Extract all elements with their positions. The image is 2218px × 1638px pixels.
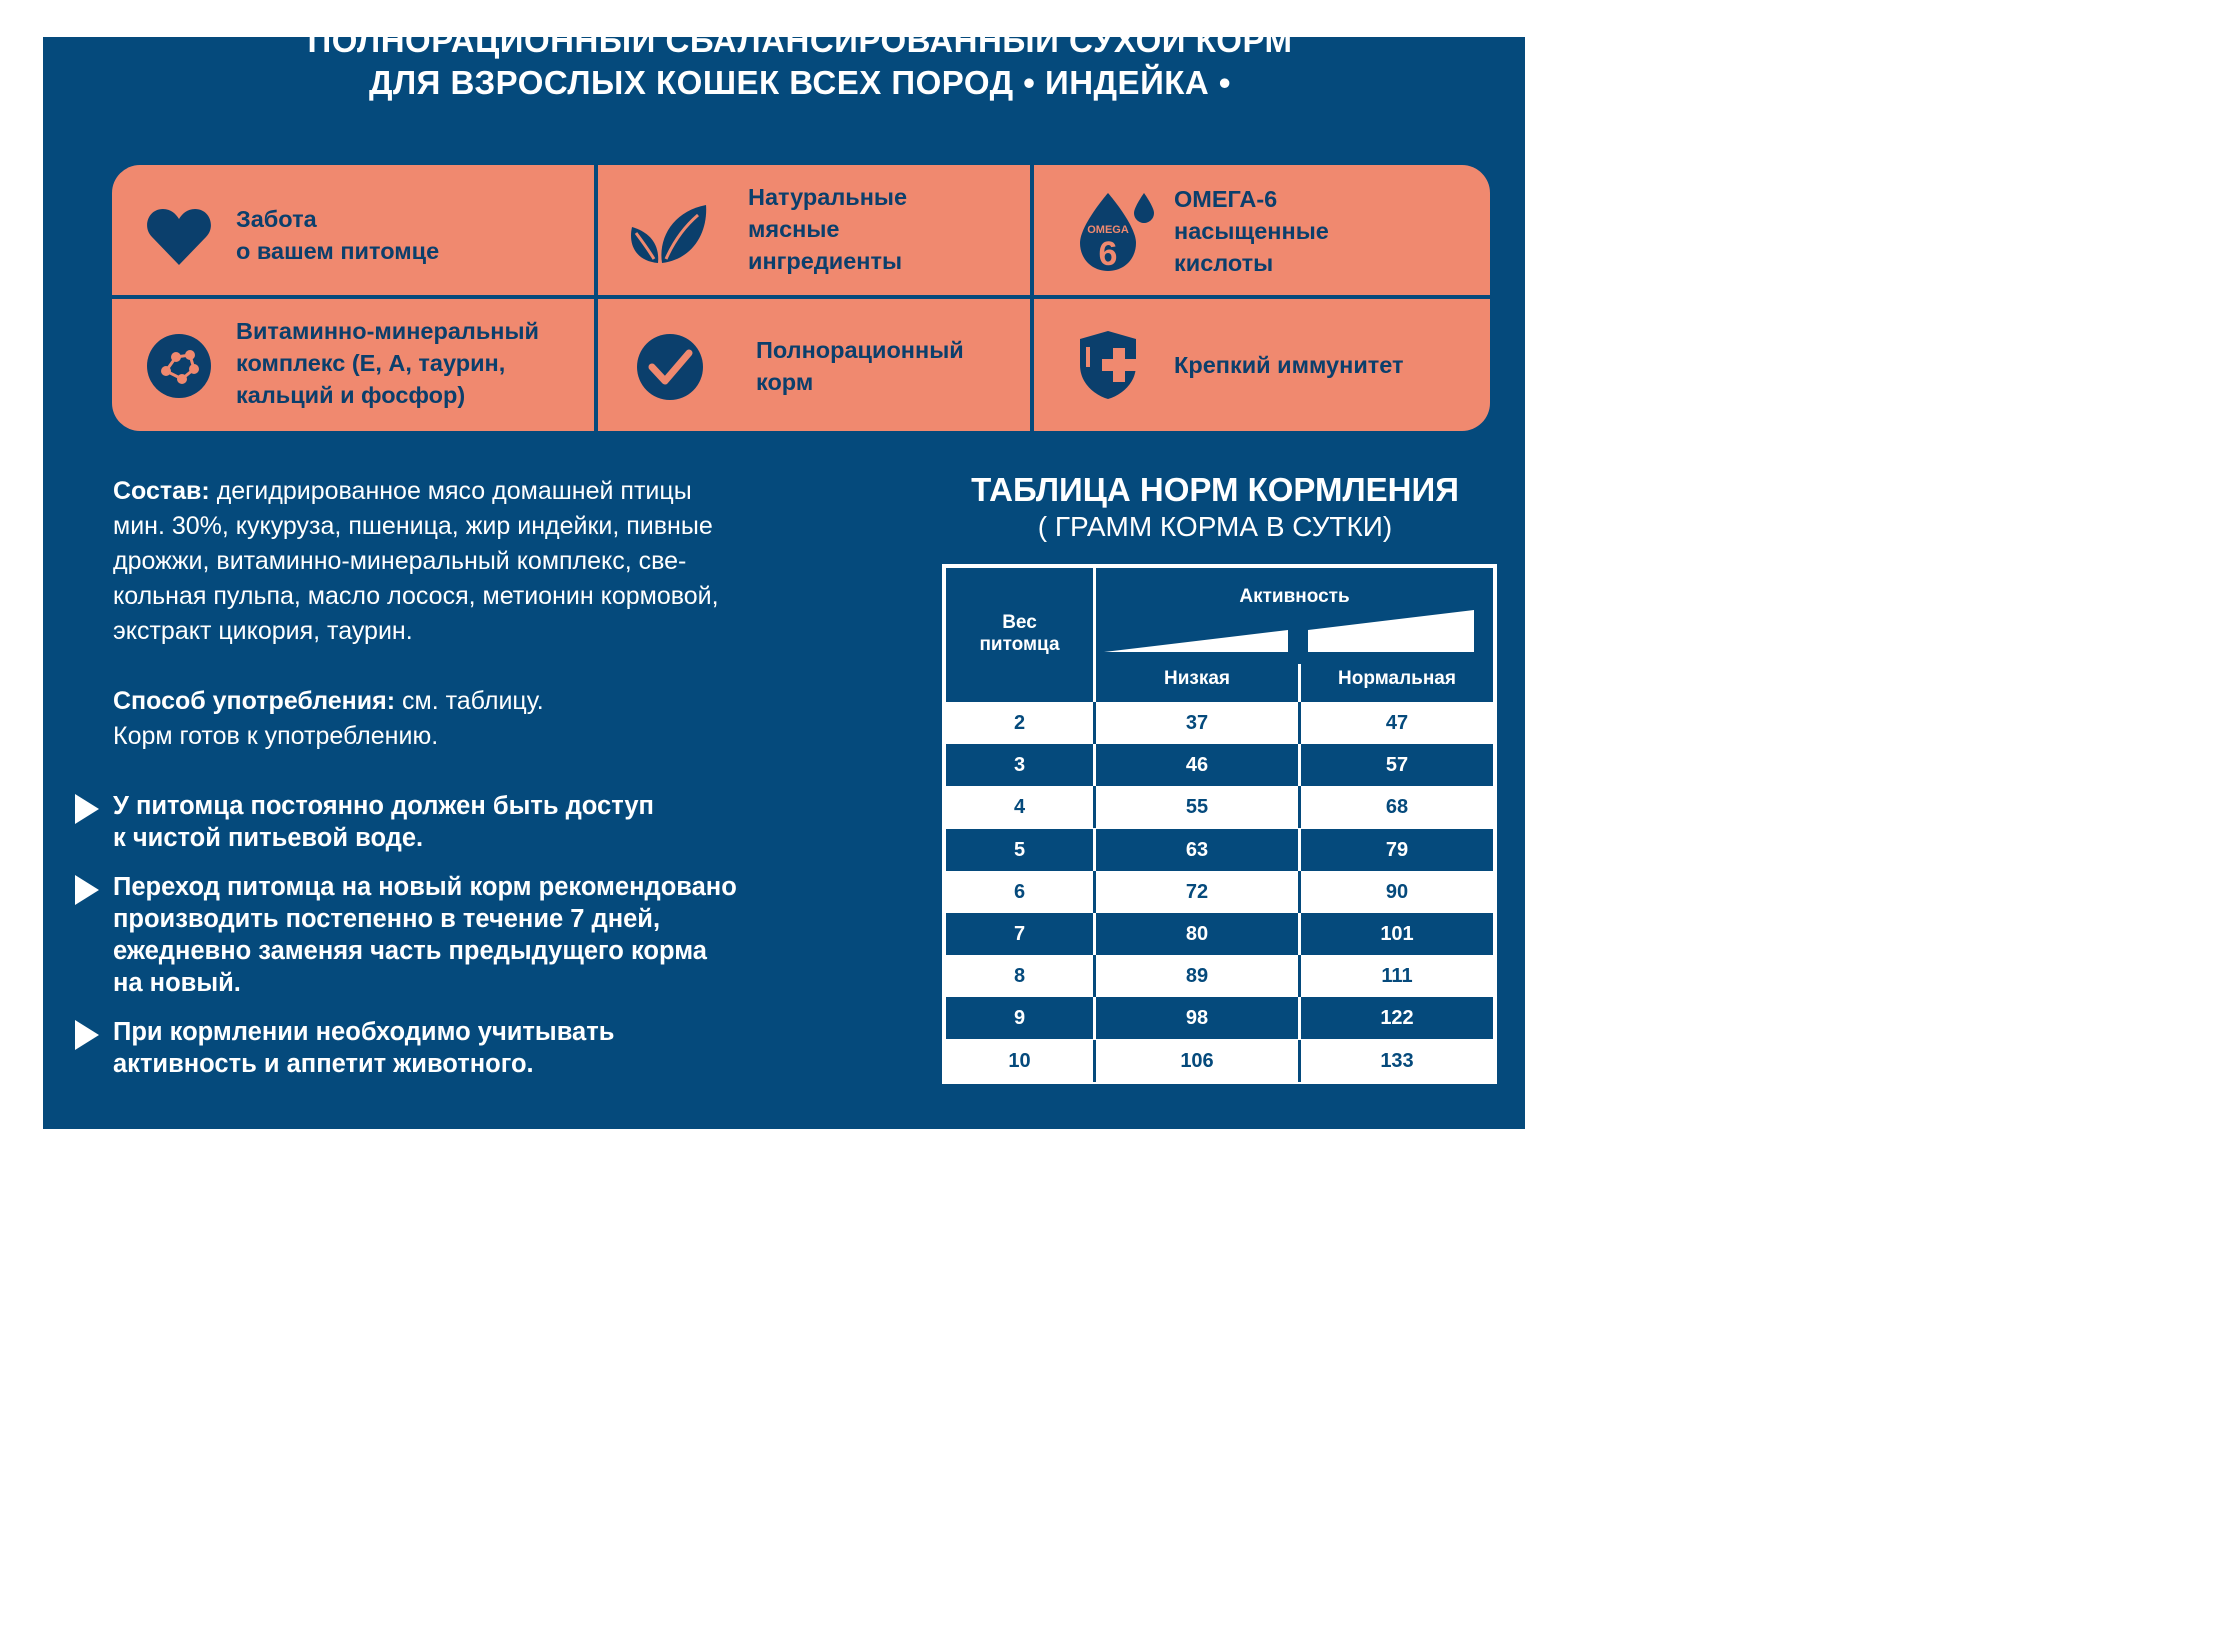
feeding-table-title: ТАБЛИЦА НОРМ КОРМЛЕНИЯ [971,471,1459,508]
composition-label: Состав: [113,477,210,505]
page-title [0,20,1600,104]
feeding-table [942,564,1497,1084]
table-row [946,913,1493,955]
cell-low: 80 [1185,923,1209,945]
cell-weight: 8 [1013,965,1026,988]
cell-normal: 57 [1385,754,1409,777]
cell-low: 37 [1185,712,1209,734]
column-header-normal: Нормальная [1338,668,1456,689]
features-grid [112,165,1490,431]
feature-care-text: Забота о вашем питомце [236,206,440,264]
feature-natural-meat-text: Натуральные мясные ингредиенты [748,184,908,274]
cell-weight: 10 [1008,1049,1031,1072]
feeding-table-subtitle: ( ГРАММ КОРМА В СУТКИ) [1037,511,1393,542]
table-row [946,955,1493,997]
bullet-triangle-icon [75,875,99,905]
column-header-low: Низкая [1163,668,1230,689]
cell-weight: 4 [1013,796,1026,819]
feature-immunity [1034,299,1490,431]
title-line-1: ПОЛНОРАЦИОННЫЙ СБАЛАНСИРОВАННЫЙ СУХОЙ КОРМ [307,22,1293,59]
column-header-weight: Вес питомца [979,612,1060,655]
cell-normal: 68 [1385,796,1409,819]
cell-weight: 7 [1013,923,1026,945]
omega-drop-icon [1072,189,1156,273]
cell-weight: 6 [1013,880,1026,903]
cell-low: 72 [1185,880,1209,903]
cell-normal: 47 [1385,712,1409,734]
table-row [946,744,1493,786]
table-header [946,568,1493,702]
cell-low: 46 [1185,754,1209,777]
feature-immunity-text: Крепкий иммунитет [1174,352,1404,378]
bullet-triangle-icon [75,1020,99,1050]
table-row [946,786,1493,828]
column-header-activity: Активность [1239,586,1350,607]
cell-weight: 3 [1013,754,1026,777]
cell-normal: 90 [1385,880,1409,903]
omega-icon-label: OMEGA [1087,224,1129,236]
cell-low: 89 [1185,965,1209,988]
table-row [946,871,1493,913]
cell-weight: 9 [1013,1007,1026,1030]
feature-care [112,165,594,295]
omega-icon-number: 6 [1098,235,1118,273]
cell-normal: 79 [1385,838,1409,861]
feature-complete-food-text: Полнорационный корм [756,337,964,395]
heart-icon [146,205,212,267]
title-line-2: ДЛЯ ВЗРОСЛЫХ КОШЕК ВСЕХ ПОРОД • ИНДЕЙКА • [369,64,1231,101]
cell-normal: 122 [1380,1007,1414,1030]
table-row [946,1040,1493,1082]
usage-label: Способ употребления: [113,687,396,715]
table-row [946,829,1493,871]
feature-complete-food [598,299,1030,431]
cell-weight: 5 [1013,838,1026,861]
table-row [946,702,1493,744]
cell-weight: 2 [1013,712,1026,734]
cell-normal: 111 [1381,965,1413,988]
feature-vitamins [112,299,594,431]
cell-low: 98 [1185,1007,1209,1030]
feature-omega6-text: ОМЕГА-6 насыщенные кислоты [1174,186,1329,276]
checkmark-icon [636,333,704,401]
composition-text: Состав: дегидрированное мясо домашней птицы мин. 30%, кукуруза, пшеница, жир индейки, пивные дрожжи, витаминно-минеральный комплекс, све- кольная пульпа, масло лосося, метионин кормовой, экстракт цикория, таурин. [113,477,719,645]
table-row [946,997,1493,1039]
cell-low: 55 [1185,796,1209,819]
bullet-triangle-icon [75,794,99,824]
cell-low: 106 [1180,1049,1214,1072]
molecule-icon [146,333,212,399]
feature-vitamins-text: Витаминно-минеральный комплекс (Е, А, таурин, кальций и фосфор) [236,318,539,408]
cell-low: 63 [1185,838,1209,861]
leaves-icon [628,201,708,267]
cell-normal: 133 [1380,1049,1414,1072]
shield-cross-icon [1076,329,1140,401]
cell-normal: 101 [1380,923,1414,945]
usage-text: Способ употребления: см. таблицу. Корм готов к употреблению. [113,687,544,750]
feature-omega6 [1034,165,1490,295]
feature-natural-meat [598,165,1030,295]
